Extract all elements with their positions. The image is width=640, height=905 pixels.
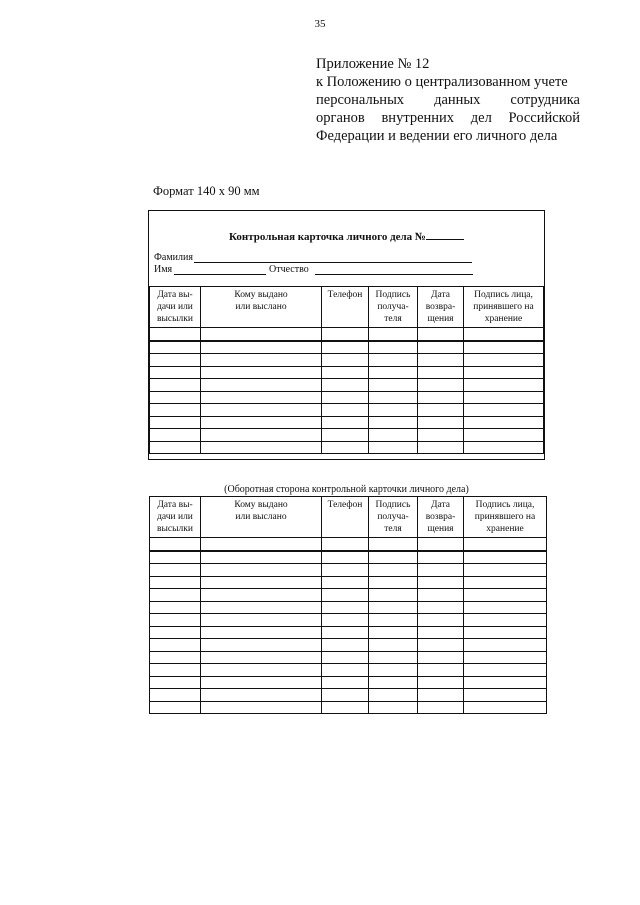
table-cell xyxy=(150,441,201,454)
table-cell xyxy=(322,664,369,677)
table-cell xyxy=(418,328,464,341)
table-row xyxy=(150,664,547,677)
table-cell xyxy=(201,404,322,417)
table-cell xyxy=(418,429,464,442)
appendix-title: Приложение № 12 xyxy=(316,56,430,72)
column-header: Дата вы- дачи или высылки xyxy=(150,497,201,538)
table-cell xyxy=(322,328,369,341)
table-cell xyxy=(418,564,464,577)
table-row xyxy=(150,676,547,689)
table-cell xyxy=(369,639,418,652)
table-cell xyxy=(464,551,547,564)
table-cell xyxy=(418,391,464,404)
table-row xyxy=(150,538,547,551)
table-cell xyxy=(150,701,201,714)
table-cell xyxy=(201,676,322,689)
table-cell xyxy=(322,564,369,577)
table-cell xyxy=(464,664,547,677)
table-cell xyxy=(322,341,369,354)
name-label: Имя xyxy=(154,264,173,275)
table-cell xyxy=(201,564,322,577)
table-cell xyxy=(418,701,464,714)
table-cell xyxy=(201,576,322,589)
table-row xyxy=(150,576,547,589)
table-cell xyxy=(418,538,464,551)
column-header: Дата возвра- щения xyxy=(418,497,464,538)
table-cell xyxy=(418,601,464,614)
table-cell xyxy=(369,651,418,664)
table-cell xyxy=(464,589,547,602)
table-cell xyxy=(369,564,418,577)
table-cell xyxy=(150,429,201,442)
table-cell xyxy=(150,639,201,652)
appendix-line: органов внутренних дел Российской xyxy=(316,110,580,126)
table-cell xyxy=(150,341,201,354)
surname-label: Фамилия xyxy=(154,252,193,263)
column-header: Кому выдано или выслано xyxy=(201,497,322,538)
appendix-heading xyxy=(316,55,580,145)
table-cell xyxy=(201,416,322,429)
table-cell xyxy=(322,379,369,392)
table-cell xyxy=(150,328,201,341)
page-number: 35 xyxy=(314,18,326,30)
table-cell xyxy=(150,689,201,702)
table-cell xyxy=(369,404,418,417)
table-row xyxy=(150,601,547,614)
table-row xyxy=(150,589,547,602)
table-cell xyxy=(322,441,369,454)
table-cell xyxy=(369,441,418,454)
table-cell xyxy=(369,701,418,714)
table-cell xyxy=(464,354,544,367)
table-header-row xyxy=(150,287,544,328)
card-front-rows xyxy=(150,328,544,454)
table-cell xyxy=(418,689,464,702)
table-cell xyxy=(464,538,547,551)
table-cell xyxy=(418,576,464,589)
table-cell xyxy=(201,614,322,627)
table-cell xyxy=(418,651,464,664)
table-cell xyxy=(322,626,369,639)
table-row xyxy=(150,366,544,379)
table-cell xyxy=(369,416,418,429)
patronymic-label: Отчество xyxy=(269,264,309,275)
table-cell xyxy=(369,601,418,614)
table-cell xyxy=(464,576,547,589)
column-header: Дата вы- дачи или высылки xyxy=(150,287,201,328)
appendix-line: к Положению о централизованном учете xyxy=(316,74,568,90)
table-cell xyxy=(369,626,418,639)
table-row xyxy=(150,689,547,702)
column-header: Телефон xyxy=(322,497,369,538)
table-cell xyxy=(150,589,201,602)
card-front-table xyxy=(149,286,544,454)
table-cell xyxy=(150,676,201,689)
table-cell xyxy=(201,601,322,614)
table-cell xyxy=(418,589,464,602)
table-cell xyxy=(201,379,322,392)
table-cell xyxy=(150,614,201,627)
table-cell xyxy=(418,551,464,564)
table-cell xyxy=(322,551,369,564)
table-cell xyxy=(464,689,547,702)
table-cell xyxy=(418,664,464,677)
table-cell xyxy=(150,601,201,614)
table-cell xyxy=(201,354,322,367)
table-cell xyxy=(464,328,544,341)
column-header: Подпись лица, принявшего на хранение xyxy=(464,497,547,538)
card-title xyxy=(149,229,544,243)
table-cell xyxy=(150,379,201,392)
table-cell xyxy=(322,404,369,417)
table-cell xyxy=(418,354,464,367)
table-row xyxy=(150,429,544,442)
table-cell xyxy=(464,429,544,442)
table-cell xyxy=(464,391,544,404)
table-cell xyxy=(464,651,547,664)
table-cell xyxy=(464,564,547,577)
table-row xyxy=(150,391,544,404)
table-cell xyxy=(201,551,322,564)
table-cell xyxy=(418,614,464,627)
table-cell xyxy=(464,404,544,417)
table-cell xyxy=(201,626,322,639)
table-cell xyxy=(150,366,201,379)
table-cell xyxy=(322,354,369,367)
table-cell xyxy=(322,639,369,652)
table-cell xyxy=(464,366,544,379)
table-cell xyxy=(150,404,201,417)
column-header: Подпись получа- теля xyxy=(369,497,418,538)
table-cell xyxy=(201,341,322,354)
table-cell xyxy=(322,366,369,379)
table-cell xyxy=(201,538,322,551)
table-row xyxy=(150,328,544,341)
surname-line xyxy=(194,262,472,263)
table-cell xyxy=(464,701,547,714)
table-cell xyxy=(369,551,418,564)
table-cell xyxy=(201,689,322,702)
table-cell xyxy=(201,589,322,602)
patronymic-line xyxy=(315,274,473,275)
table-header-row xyxy=(150,497,547,538)
table-cell xyxy=(369,664,418,677)
table-cell xyxy=(369,538,418,551)
control-card-front xyxy=(148,210,545,460)
table-cell xyxy=(150,651,201,664)
table-cell xyxy=(369,379,418,392)
table-cell xyxy=(369,589,418,602)
table-cell xyxy=(322,391,369,404)
table-cell xyxy=(369,689,418,702)
column-header: Телефон xyxy=(322,287,369,328)
column-header: Подпись лица, принявшего на хранение xyxy=(464,287,544,328)
card-number-blank xyxy=(426,229,464,240)
table-cell xyxy=(322,429,369,442)
table-cell xyxy=(150,626,201,639)
table-cell xyxy=(464,601,547,614)
table-cell xyxy=(322,416,369,429)
table-cell xyxy=(150,664,201,677)
table-cell xyxy=(369,354,418,367)
table-cell xyxy=(464,441,544,454)
table-cell xyxy=(201,429,322,442)
table-cell xyxy=(369,341,418,354)
table-cell xyxy=(418,416,464,429)
table-cell xyxy=(150,564,201,577)
table-cell xyxy=(150,551,201,564)
table-cell xyxy=(322,538,369,551)
card-back-rows xyxy=(150,538,547,714)
table-cell xyxy=(369,576,418,589)
table-cell xyxy=(150,416,201,429)
table-cell xyxy=(464,379,544,392)
column-header: Кому выдано или выслано xyxy=(201,287,322,328)
table-cell xyxy=(150,576,201,589)
table-cell xyxy=(369,429,418,442)
table-cell xyxy=(150,391,201,404)
table-cell xyxy=(464,416,544,429)
table-row xyxy=(150,651,547,664)
table-row xyxy=(150,379,544,392)
table-cell xyxy=(201,366,322,379)
table-cell xyxy=(464,676,547,689)
format-label: Формат 140 х 90 мм xyxy=(153,184,260,198)
table-cell xyxy=(201,328,322,341)
card-title-text: Контрольная карточка личного дела № xyxy=(229,231,426,243)
name-line xyxy=(174,274,266,275)
table-cell xyxy=(464,614,547,627)
table-row xyxy=(150,404,544,417)
table-cell xyxy=(418,379,464,392)
table-cell xyxy=(322,576,369,589)
table-row xyxy=(150,614,547,627)
table-cell xyxy=(464,341,544,354)
table-cell xyxy=(464,639,547,652)
table-row xyxy=(150,701,547,714)
table-row xyxy=(150,639,547,652)
table-cell xyxy=(369,366,418,379)
table-cell xyxy=(201,441,322,454)
table-cell xyxy=(150,354,201,367)
table-cell xyxy=(150,538,201,551)
table-row xyxy=(150,564,547,577)
table-cell xyxy=(201,391,322,404)
table-cell xyxy=(418,404,464,417)
card-back-table xyxy=(149,496,547,714)
column-header: Подпись получа- теля xyxy=(369,287,418,328)
table-cell xyxy=(322,601,369,614)
table-row xyxy=(150,626,547,639)
back-side-caption: (Оборотная сторона контрольной карточки личного дела) xyxy=(224,484,469,495)
appendix-line: персональных данных сотрудника xyxy=(316,92,580,108)
appendix-line: Федерации и ведении его личного дела xyxy=(316,128,558,144)
table-row xyxy=(150,441,544,454)
table-cell xyxy=(418,676,464,689)
table-cell xyxy=(369,328,418,341)
table-cell xyxy=(369,676,418,689)
column-header: Дата возвра- щения xyxy=(418,287,464,328)
table-row xyxy=(150,416,544,429)
table-row xyxy=(150,341,544,354)
table-row xyxy=(150,551,547,564)
table-cell xyxy=(369,614,418,627)
table-cell xyxy=(322,651,369,664)
table-cell xyxy=(201,651,322,664)
table-cell xyxy=(418,626,464,639)
table-cell xyxy=(418,366,464,379)
table-cell xyxy=(418,441,464,454)
table-cell xyxy=(369,391,418,404)
table-cell xyxy=(201,639,322,652)
table-cell xyxy=(322,614,369,627)
table-cell xyxy=(464,626,547,639)
table-cell xyxy=(322,689,369,702)
table-cell xyxy=(201,664,322,677)
table-cell xyxy=(418,341,464,354)
table-cell xyxy=(418,639,464,652)
table-cell xyxy=(322,676,369,689)
table-row xyxy=(150,354,544,367)
table-cell xyxy=(322,701,369,714)
table-cell xyxy=(201,701,322,714)
table-cell xyxy=(322,589,369,602)
